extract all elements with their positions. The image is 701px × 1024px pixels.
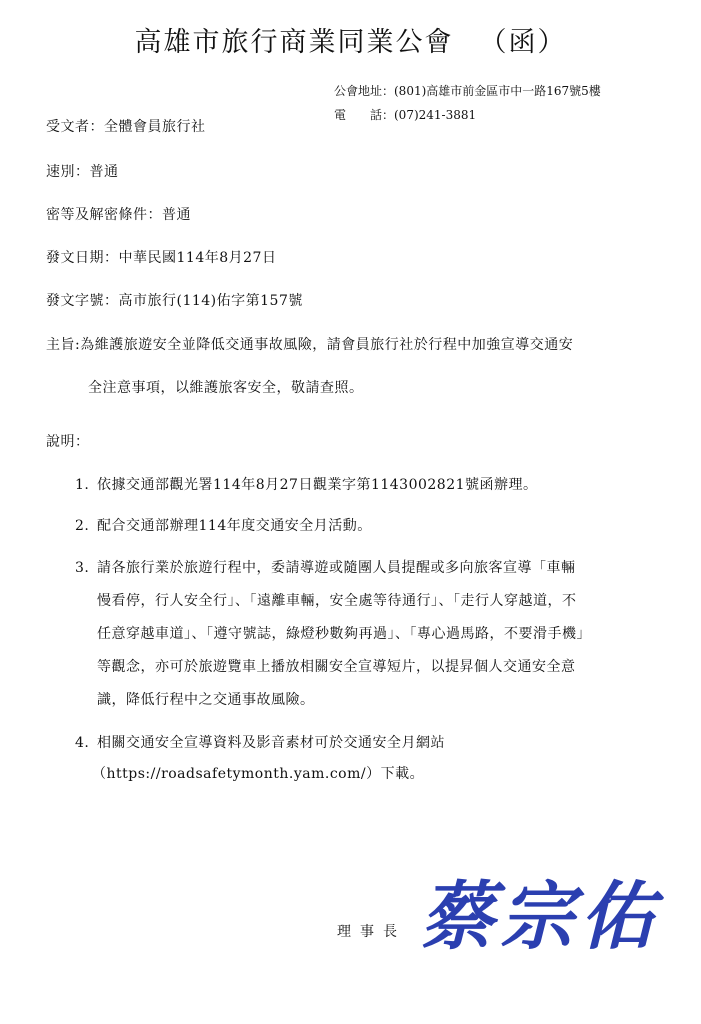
explanation-heading: 說明： (46, 434, 90, 450)
item-text: 請各旅行業於旅遊行程中，委請導遊或隨團人員提醒或多向旅客宣導「車輛 (97, 560, 576, 576)
item-text-continued: 任意穿越車道」、「遵守號誌，綠燈秒數夠再過」、「專心過馬路，不要滑手機」 (97, 626, 591, 642)
recipient: 受文者：全體會員旅行社 (46, 119, 206, 135)
chairman-signature (420, 868, 670, 958)
item-number: 3. (75, 560, 90, 576)
document-number: 發文字號：高市旅行(114)佑字第157號 (46, 293, 303, 309)
speed-class: 速別：普通 (46, 164, 119, 180)
security-class: 密等及解密條件：普通 (46, 207, 191, 223)
association-address: 公會地址：(801)高雄市前金區市中一路167號5樓 (334, 84, 601, 98)
item-number: 4. (75, 735, 90, 751)
subject-line-2: 全注意事項，以維護旅客安全，敬請查照。 (88, 380, 364, 396)
doc-type: （函） (479, 27, 567, 58)
list-item (75, 732, 445, 752)
item-number: 1. (75, 477, 90, 493)
item-text-continued: 等觀念，亦可於旅遊覽車上播放相關安全宣導短片，以提昇個人交通安全意 (97, 659, 576, 675)
item-number: 2. (75, 518, 90, 534)
list-item (75, 557, 576, 577)
item-text: 配合交通部辦理114年度交通安全月活動。 (97, 518, 372, 534)
association-phone: 電 話：(07)241-3881 (334, 108, 477, 122)
item-text: 相關交通安全宣導資料及影音素材可於交通安全月網站 (97, 735, 445, 751)
letter-title (0, 20, 701, 59)
chairman-title: 理事長 (337, 924, 406, 940)
org-name: 高雄市旅行商業同業公會 (134, 27, 454, 58)
issue-date: 發文日期：中華民國114年8月27日 (46, 250, 277, 266)
item-text-continued: （https://roadsafetymonth.yam.com/）下載。 (92, 766, 425, 782)
signature-name: 蔡宗佑 (420, 874, 660, 958)
item-text-continued: 識，降低行程中之交通事故風險。 (97, 692, 315, 708)
list-item (75, 515, 372, 535)
subject-line-1: 主旨:為維護旅遊安全並降低交通事故風險，請會員旅行社於行程中加強宣導交通安 (46, 337, 574, 353)
list-item (75, 474, 538, 494)
item-text-continued: 慢看停，行人安全行」、「遠離車輛，安全處等待通行」、「走行人穿越道，不 (97, 593, 577, 609)
item-text: 依據交通部觀光署114年8月27日觀業字第1143002821號函辦理。 (97, 477, 538, 493)
